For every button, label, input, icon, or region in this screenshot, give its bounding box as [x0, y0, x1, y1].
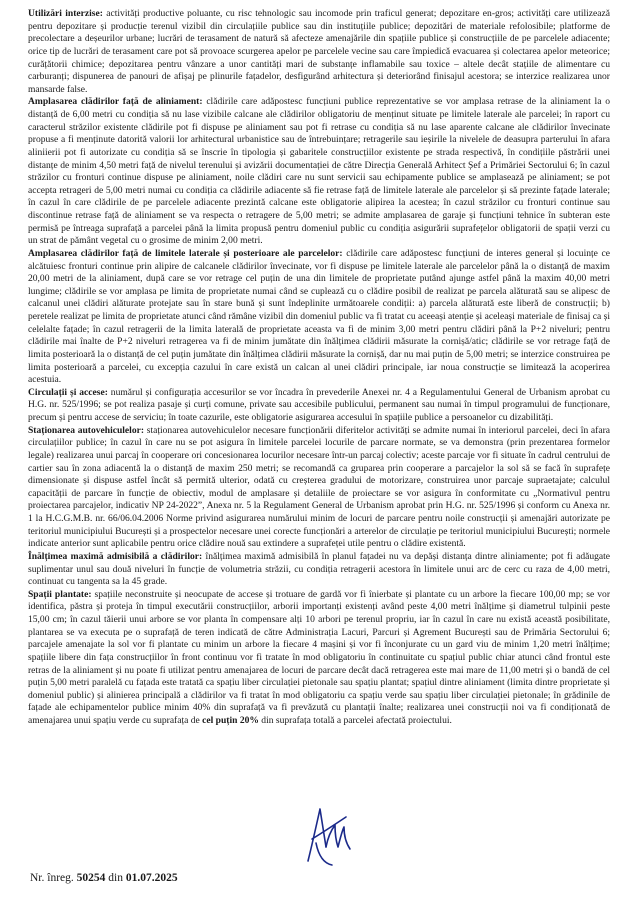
registration-footer [30, 872, 178, 884]
section-text: clădirile care adăpostesc funcțiuni publice reprezentative se vor amplasa retrase de la aliniament la o distanță de 6,00 metri cu condiția să nu lase vizibile calcane ale clădirilor obligatoriu de menținut situate pe limitele laterale ale parcelei; în raport cu caracterul străzilor existente clădirile pot fi dispuse pe aliniament sau pot fi retrase cu condiția să nu lase aparente calcane ale clădirilor învecinate propuse a fi menținute datorită valorii lor arhitectural urbanistice sau de întrebuințare; retragerile sau ieșirile la nivelele de deasupra parterului în afara aliniierii pot fi autorizate cu condiția să se înscrie în tipologia și gabaritele construcțiilor existente pe strada respectivă, în condițiile păstrării unei distanțe de minim 4,50 metri față de nivelul terenului și avizării documentației de către Direcția Generală Arhitect Șef a Primăriei Sectorului 6; în cazul străzilor cu fronturi continue dispuse pe aliniament, noile clădiri care nu sunt servicii sau echipamente publice se amplasează pe aliniament; se pot accepta retrageri de 5,00 metri numai cu condiția ca clădirile adiacente să fie retrase față de limitele laterale ale parcelelor și să prezinte fațade laterale; în cazul în care clădirile de pe parcelele adiacente prezintă calcane este obligatorie alipirea la acestea; în cazul străzilor cu fronturi continue sau discontinue retrase față de aliniament se va respecta o retragere de 5,00 metri; se admite amplasarea de garaje și funcțiuni tehnice în subteran este permisă pe întreaga suprafață a parcelei până la limita propusă pentru domeniul public cu condiția asigurării suprafețelor obligatorii de spații verzi cu un strat de pământ vegetal cu o grosime de minim 2,00 metri. [28, 96, 611, 247]
section-heading: Circulații și accese: [28, 386, 108, 398]
section-heading: Staționarea autovehiculelor: [28, 424, 145, 436]
signature-icon [302, 803, 356, 869]
section-amplasare-limite [28, 248, 610, 387]
section-text: înălțimea maximă admisibilă în planul fațadei nu va depăși distanța dintre aliniamente; pot fi adăugate suplimentar unul sau două niveluri în funcție de volumetria străzii, cu condiția retragerii acestora în limitele unui arc de cerc cu raza de 4,00 metri, continuat cu tangenta sa la 45 grade. [28, 550, 611, 588]
section-text: staționarea autovehiculelor necesare funcționării diferitelor activități se admite numai în interiorul parcelei, deci în afara circulațiilor publice; în cazul în care nu se pot asigura în limitele parcelei locurile de parcare normate, se va demonstra (prin prezentarea formelor legale) realizarea unui parcaj în cooperare ori concesionarea locurilor necesare într-un parcaj colectiv; aceste parcaje vor fi situate în cadrul centrului de cartier sau în zona adiacentă la o distanță de maxim 250 metri; se recomandă ca gruparea prin cooperare a parcajelor la sol să se facă în suprafețe dimensionate și dispuse astfel încât să permită ulterior, odată cu creșterea gradului de motorizare, construirea unor parcaje supraetajate; calculul capacității de parcare în funcție de obiectiv, modul de amplasare și detaliile de proiectare se vor asigura în conformitate cu „Normativul pentru proiectarea parcajelor, indicativ NP 24-2022”, Anexa nr. 5 la Regulament General de Urbanism aprobat prin H.G. nr. 525/1996 și conform cu Anexa nr. 1 la H.C.G.M.B. nr. 66/06.04.2006 Norme privind asigurarea numărului minim de locuri de parcare pentru noile construcții și amenajări autorizate pe teritoriul municipiului București și a prospectelor necesare unei corecte funcționări a arterelor de circulație pe teritoriul municipiului București; normele indicate anterior sunt aplicabile pentru orice clădire nouă sau extindere a suprafeței utile pentru o clădire existentă. [28, 424, 611, 550]
section-text: numărul și configurația accesurilor se vor încadra în prevederile Anexei nr. 4 a Regulamentului General de Urbanism aprobat cu H.G. nr. 525/1996; se pot realiza pasaje și curți comune, private sau accesibile publicului, permanent sau numai în timpul programului de funcționare, precum și pentru accese de serviciu; în toate cazurile, este obligatorie asigurarea accesului în spațiile publice a persoanelor cu dizabilități. [28, 386, 610, 423]
registration-number: 50254 [76, 872, 106, 884]
section-stationare [28, 425, 610, 551]
section-text: clădirile care adăpostesc funcțiuni de interes general și locuințe ce alcătuiesc fronturi continue prin alipire de calcanele clădirilor învecinate, vor fi dispuse pe limitele laterale ale parcelelor până la o distanță de maxim 20,00 metri de la aliniament, după care se vor retrage cel puțin de una din limitele de proprietate putând ajunge astfel până la maxim 40,00 metri lungime; clădirile se vor amplasa pe limita de proprietate numai când se cuplează cu o clădire posibil de realizat pe parcela alăturată sau se alipesc de calcanul unei clădiri alăturate protejate sau în stare bună și sunt îndeplinite următoarele condiții: a) parcela alăturată este liberă de construcții; b) peretele realizat pe limita de proprietate atunci când rămâne vizibil din domeniul public va fi tratat cu aceeași atenție și aceleași materiale de finisaj ca și celelalte fațade; în cazul retragerii de la limita laterală de proprietate aceasta va fi de minim 3,00 metri pentru clădiri până la P+2 niveluri; pentru clădirile mai înalte de P+2 niveluri retragerea va fi de minim jumătate din înălțimea clădirii măsurate la cornișă/atic; clădirile se vor retrage față de limita posterioară la o distanță de cel puțin jumătate din înălțimea clădirii măsurate la cornișă, dar nu mai puțin de 5,00 metri; se interzice construirea pe limita posterioară a parcelei, cu excepția cazului în care există un calcan al unei clădiri principale, iar noua construcție se limitează la acoperirea acestuia. [28, 247, 611, 386]
section-circulatii [28, 387, 610, 425]
section-heading: Amplasarea clădirilor față de limitele laterale și posterioare ale parcelelor: [28, 247, 343, 259]
section-bold-text: cel puțin 20% [202, 715, 259, 726]
registration-connector: din [108, 872, 123, 884]
section-spatii-plantate [28, 589, 610, 728]
section-text: spațiile neconstruite și neocupate de accese și trotuare de gardă vor fi înierbate și plantate cu un arbore la fiecare 100,00 mp; se vor identifica, păstra și proteja în timpul executării construcțiilor, arborii importanți existenți având peste 4,00 metri înălțime și diametrul tulpinii peste 15,00 cm; în cazul tăierii unui arbore se vor planta în compensare alți 10 arbori pe terenul propriu, iar în cazul în care nu există această posibilitate, plantarea se va executa pe o suprafață de teren indicată de către Administrația Lacuri, Parcuri și Agrement București sau de Primăria Sectorului 6; parcajele amenajate la sol vor fi plantate cu minim un arbore la fiecare 4 mașini și vor fi înconjurate cu un gard viu de minim 1,20 metri înălțime; spațiile libere din fața construcțiilor în front continuu vor fi tratate în mod obligatoriu în continuitate cu spațiul public chiar atunci când frontul este retras de la aliniament și nu poate fi utilizat pentru amenajarea de locuri de parcare decât dacă retragerea este mai mare de 11,00 metri și o bandă de cel puțin 5,00 metri paralelă cu fațada este tratată ca spațiu liber circulației pietonale sau spațiu plantat; spațiul dintre aliniament (limita dintre proprietate și domeniul public) și alinierea principală a clădirilor va fi tratat în mod obligatoriu ca spațiu verde sau spațiu liber circulației pietonale; în grădinile de fațade ale echipamentelor publice minim 40% din suprafață va fi prevăzută cu plantații înalte; realizarea unei construcții noi va fi condiționată de amenajarea unui spațiu verde cu suprafața de [28, 588, 610, 726]
section-heading: Spații plantate: [28, 588, 92, 600]
registration-label: Nr. înreg. [30, 872, 74, 884]
registration-date: 01.07.2025 [125, 872, 178, 884]
section-heading: Amplasarea clădirilor față de aliniament: [28, 96, 203, 108]
section-text: activități productive poluante, cu risc tehnologic sau incomode prin traficul generat; depozitare en-gros; activități care utilizează pentru depozitare și producție terenul vizibil din circulațiile publice sau din instituțiile publice; depozitări de materiale refolosibile; platforme de precolectare a deșeurilor urbane; lucrări de terasament de natură să afecteze amenajările din spațiile publice și construcțiile de pe parcelele adiacente; orice tip de lucrări de terasament care pot să provoace scurgerea apelor pe parcelele vecine sau care împiedică evacuarea și colectarea apelor meteorice; curățătorii chimice; depozitarea pentru vânzare a unor cantități mari de substanțe inflamabile sau toxice – altele decât stațiile de alimentare cu carburanți; dispunerea de panouri de afișaj pe plinurile fațadelor, desfigurând arhitectura și deteriorând finisajul acestora; se interzice realizarea unor mansarde false. [28, 8, 610, 95]
section-text-after: din suprafața totală a parcelei afectată proiectului. [258, 715, 452, 726]
section-amplasare-aliniament [28, 96, 610, 248]
section-utilizari-interzise [28, 8, 610, 96]
section-heading: Utilizări interzise: [28, 8, 103, 19]
document-body [28, 8, 610, 728]
section-heading: Înălțimea maximă admisibilă a clădirilor: [28, 550, 203, 562]
section-inaltime [28, 551, 610, 589]
